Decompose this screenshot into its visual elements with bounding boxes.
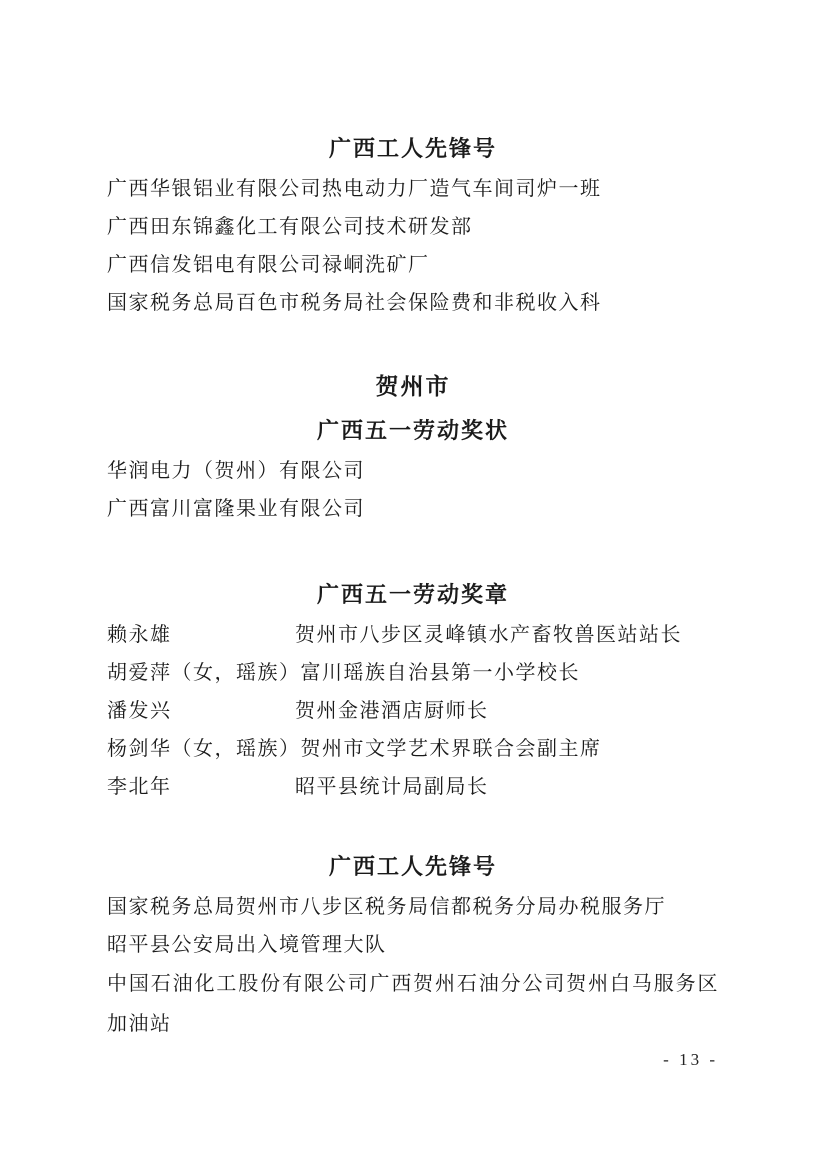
award-item: 广西田东锦鑫化工有限公司技术研发部 <box>107 216 473 238</box>
recipient-row <box>107 730 719 768</box>
pioneer-hezhou-list <box>107 888 719 1044</box>
award-item: 广西信发铝电有限公司禄峒洗矿厂 <box>107 254 430 276</box>
recipient-row <box>107 654 719 692</box>
section-heading-pioneer-hezhou: 广西工人先锋号 <box>328 854 497 879</box>
award-item: 国家税务总局贺州市八步区税务局信都税务分局办税服务厅 <box>107 896 666 918</box>
recipient-title: 贺州市八步区灵峰镇水产畜牧兽医站站长 <box>295 624 682 646</box>
recipient-title: 贺州金港酒店厨师长 <box>295 700 489 722</box>
recipient-name: 李北年 <box>107 776 172 798</box>
award-item: 中国石油化工股份有限公司广西贺州石油分公司贺州白马服务区加油站 <box>107 973 719 1035</box>
recipient-title: 昭平县统计局副局长 <box>295 776 489 798</box>
page-number: - 13 - <box>663 1050 718 1069</box>
award-item: 华润电力（贺州）有限公司 <box>107 460 365 482</box>
recipient-name: 杨剑华（女，瑶族） <box>107 738 301 760</box>
recipient-row <box>107 692 719 730</box>
certificate-list <box>107 452 719 528</box>
recipient-row <box>107 768 719 806</box>
city-heading: 贺州市 <box>375 373 451 399</box>
award-item: 广西富川富隆果业有限公司 <box>107 498 365 520</box>
recipient-name: 胡爱萍（女，瑶族） <box>107 662 301 684</box>
award-item: 昭平县公安局出入境管理大队 <box>107 934 387 956</box>
section-heading-certificate: 广西五一劳动奖状 <box>316 418 509 443</box>
recipient-row <box>107 616 719 654</box>
medal-recipient-list <box>107 616 719 806</box>
award-item: 广西华银铝业有限公司热电动力厂造气车间司炉一班 <box>107 178 602 200</box>
section-heading-pioneer-baise: 广西工人先锋号 <box>328 136 497 161</box>
recipient-name: 赖永雄 <box>107 624 172 646</box>
award-item: 国家税务总局百色市税务局社会保险费和非税收入科 <box>107 292 602 314</box>
recipient-title: 贺州市文学艺术界联合会副主席 <box>300 738 602 760</box>
recipient-title: 富川瑶族自治县第一小学校长 <box>300 662 580 684</box>
pioneer-baise-list <box>107 170 719 322</box>
recipient-name: 潘发兴 <box>107 700 172 722</box>
section-heading-medal: 广西五一劳动奖章 <box>316 582 509 607</box>
